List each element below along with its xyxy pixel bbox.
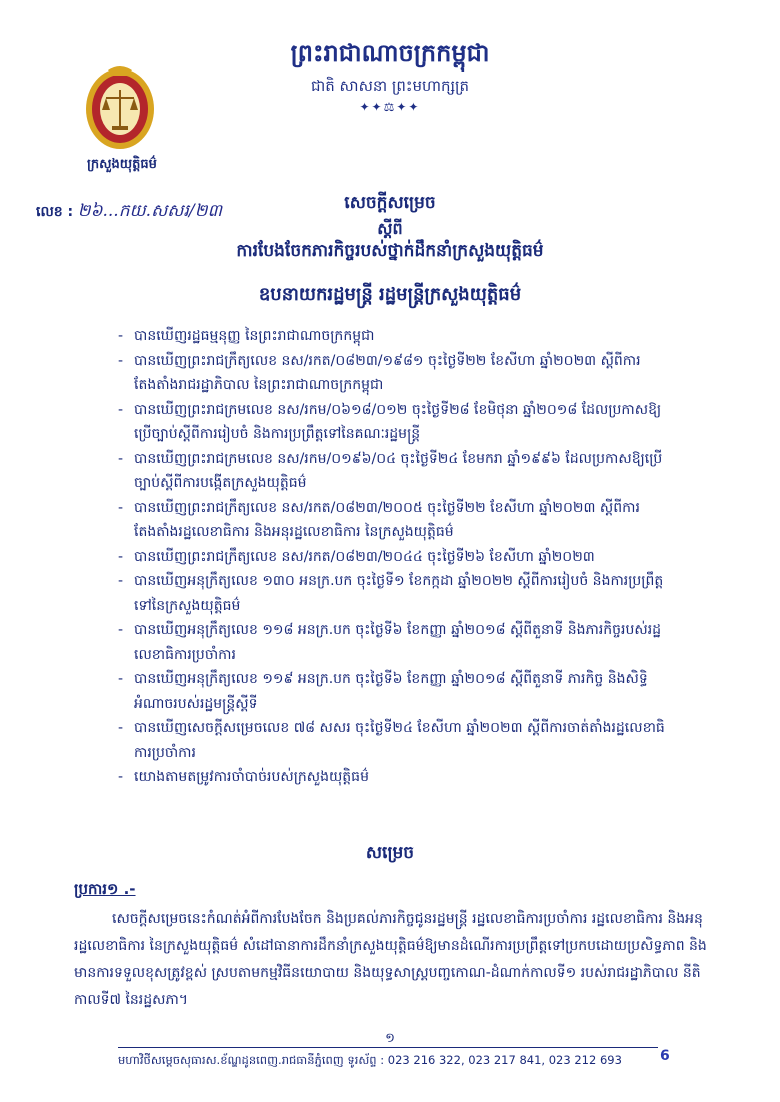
document-subject: ការបែងចែកភារកិច្ចរបស់ថ្នាក់ដឹកនាំក្រសួងយុត្តិធម៌ xyxy=(236,241,544,261)
consideration-item: - បានឃើញព្រះរាជក្រឹត្យលេខ នស/រកត/០៨២៣/២០៤៤ ចុះថ្ងៃទី២៦ ខែសីហា ឆ្នាំ២០២៣ xyxy=(118,545,678,570)
consideration-item: - យោងតាមតម្រូវការចាំបាច់របស់ក្រសួងយុត្តិធម៌ xyxy=(118,765,678,790)
footer-divider xyxy=(118,1047,658,1048)
considerations-list xyxy=(118,324,678,790)
header-ornament: ✦✦⚖✦✦ xyxy=(359,100,421,114)
kingdom-title: ព្រះរាជាណាចក្រកម្ពុជា xyxy=(290,38,490,67)
consideration-item: - បានឃើញព្រះរាជក្រឹត្យលេខ នស/រកត/០៨២៣/២០០៥ ចុះថ្ងៃទី២២ ខែសីហា ឆ្នាំ២០២៣ ស្តីពីការតែងតាំងរដ្ឋលេខាធិការ និងអនុរដ្ឋលេខាធិការ នៃក្រសួងយុត្តិធម៌ xyxy=(118,496,678,545)
reference-number: ២៦...កយ.សសរ/២៣ xyxy=(77,201,222,221)
article-body: សេចក្តីសម្រេចនេះកំណត់អំពីការបែងចែក និងប្រគល់ភារកិច្ចជូនរដ្ឋមន្ត្រី រដ្ឋលេខាធិការប្រចាំការ រដ្ឋលេខាធិការ និងអនុរដ្ឋលេខាធិការ នៃក្រសួងយុត្តិធម៌ សំដៅធានាការដឹកនាំក្រសួងយុត្តិធម៌ឱ្យមានដំណើរការប្រព្រឹត្តទៅប្រកបដោយប្រសិទ្ធភាព និងមានការទទួលខុសត្រូវខ្ពស់ ស្របតាមកម្មវិធីនយោបាយ និងយុទ្ធសាស្ត្របញ្ចកោណ-ដំណាក់កាលទី១ របស់រាជរដ្ឋាភិបាល នីតិកាលទី៧ នៃរដ្ឋសភា។ xyxy=(74,911,707,1008)
consideration-item: - បានឃើញសេចក្តីសម្រេចលេខ ៧៨ សសរ ចុះថ្ងៃទី២៤ ខែសីហា ឆ្នាំ២០២៣ ស្តីពីការចាត់តាំងរដ្ឋលេខាធិការប្រចាំការ xyxy=(118,716,678,765)
document-type: សេចក្តីសម្រេច xyxy=(344,193,436,213)
consideration-item: - បានឃើញអនុក្រឹត្យលេខ ១៣០ អនក្រ.បក ចុះថ្ងៃទី១ ខែកក្កដា ឆ្នាំ២០២២ ស្តីពីការរៀបចំ និងការប្រព្រឹត្តទៅនៃក្រសួងយុត្តិធម៌ xyxy=(118,569,678,618)
article-heading: ប្រការ១ .- xyxy=(74,880,136,898)
consideration-item: - បានឃើញព្រះរាជក្រឹត្យលេខ នស/រកត/០៨២៣/១៩៨១ ចុះថ្ងៃទី២២ ខែសីហា ឆ្នាំ២០២៣ ស្តីពីការតែងតាំងរាជរដ្ឋាភិបាល នៃព្រះរាជាណាចក្រកម្ពុជា xyxy=(118,349,678,398)
footer-address: មហាវិថីសម្តេចសុធារស.ខ័ណ្ឌដូនពេញ.រាជធានីភ្នំពេញ ទូរស័ព្ទ : 023 216 322, 023 217 841, 023 212 693 xyxy=(118,1053,622,1067)
decision-heading: សម្រេច xyxy=(365,843,415,863)
document-issuer: ឧបនាយករដ្ឋមន្ត្រី រដ្ឋមន្ត្រីក្រសួងយុត្តិធម៌ xyxy=(258,284,522,305)
document-about: ស្តីពី xyxy=(377,219,403,238)
consideration-item: - បានឃើញព្រះរាជក្រមលេខ នស/រកម/០១៩៦/០៤ ចុះថ្ងៃទី២៤ ខែមករា ឆ្នាំ១៩៩៦ ដែលប្រកាសឱ្យប្រើច្បាប់ស្តីពីការបង្កើតក្រសួងយុត្តិធម៌ xyxy=(118,447,678,496)
page-number: ១ xyxy=(385,1031,395,1046)
reference-label: លេខ : xyxy=(36,204,74,220)
consideration-item: - បានឃើញរដ្ឋធម្មនុញ្ញ នៃព្រះរាជាណាចក្រកម្ពុជា xyxy=(118,324,678,349)
ministry-name: ក្រសួងយុត្តិធម៌ xyxy=(87,157,157,172)
consideration-item: - បានឃើញព្រះរាជក្រមលេខ នស/រកម/០៦១៨/០១២ ចុះថ្ងៃទី២៨ ខែមិថុនា ឆ្នាំ២០១៨ ដែលប្រកាសឱ្យប្រើច្បាប់ស្តីពីការរៀបចំ និងការប្រព្រឹត្តទៅនៃគណៈរដ្ឋមន្ត្រី xyxy=(118,398,678,447)
footer-mark: 6 xyxy=(660,1048,670,1064)
national-motto: ជាតិ សាសនា ព្រះមហាក្សត្រ xyxy=(310,77,470,95)
consideration-item: - បានឃើញអនុក្រឹត្យលេខ ១១៩ អនក្រ.បក ចុះថ្ងៃទី៦ ខែកញ្ញា ឆ្នាំ២០១៨ ស្តីពីតួនាទី ភារកិច្ច និងសិទ្ធិអំណាចរបស់រដ្ឋមន្ត្រីស្តីទី xyxy=(118,667,678,716)
consideration-item: - បានឃើញអនុក្រឹត្យលេខ ១១៨ អនក្រ.បក ចុះថ្ងៃទី៦ ខែកញ្ញា ឆ្នាំ២០១៨ ស្តីពីតួនាទី និងភារកិច្ចរបស់រដ្ឋលេខាធិការប្រចាំការ xyxy=(118,618,678,667)
